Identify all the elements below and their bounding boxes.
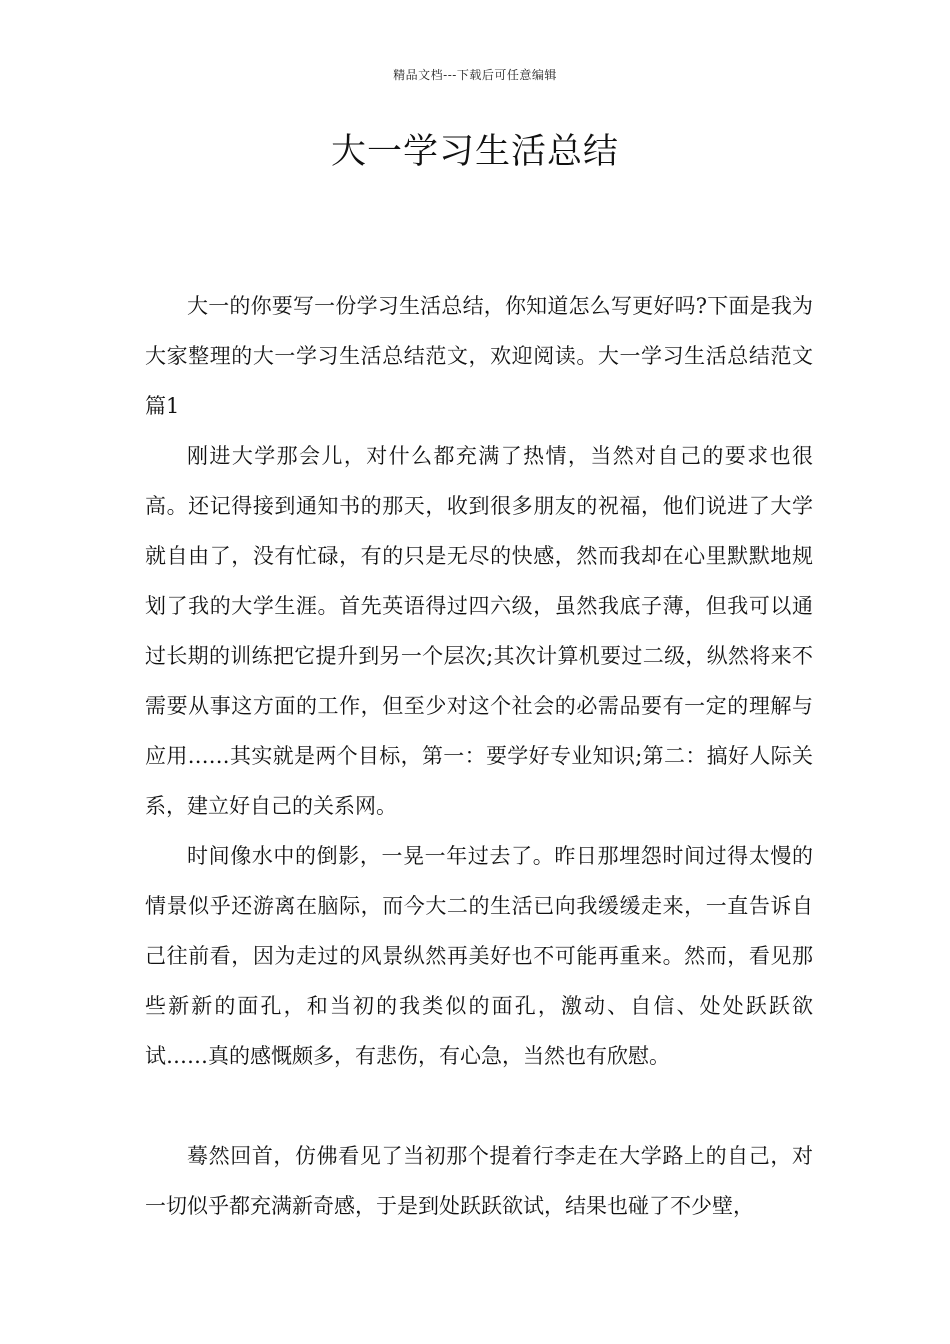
paragraph-reflection: 时间像水中的倒影，一晃一年过去了。昨日那埋怨时间过得太慢的情景似乎还游离在脑际，而今大二的生活已向我缓缓走来，一直告诉自己往前看，因为走过的风景纵然再美好也不可能再重来。然而，看见那些新新的面孔，和当初的我类似的面孔，激动、自信、处处跃跃欲试……真的感慨颇多，有悲伤，有心急，当然也有欣慰。 xyxy=(145,844,813,1068)
header-note: 精品文档---下载后可任意编辑 xyxy=(393,68,557,82)
paragraph-looking-back: 蓦然回首，仿佛看见了当初那个提着行李走在大学路上的自己，对一切似乎都充满新奇感，于是到处跃跃欲试，结果也碰了不少壁， xyxy=(145,1144,813,1218)
paragraph-intro: 大一的你要写一份学习生活总结，你知道怎么写更好吗?下面是我为大家整理的大一学习生活总结范文，欢迎阅读。大一学习生活总结范文篇1 xyxy=(145,294,813,418)
document-body xyxy=(145,281,813,1231)
document-title: 大一学习生活总结 xyxy=(330,132,619,172)
paragraph-goals: 刚进大学那会儿，对什么都充满了热情，当然对自己的要求也很高。还记得接到通知书的那天，收到很多朋友的祝福，他们说进了大学就自由了，没有忙碌，有的只是无尽的快感，然而我却在心里默默地规划了我的大学生涯。首先英语得过四六级，虽然我底子薄，但我可以通过长期的训练把它提升到另一个层次;其次计算机要过二级，纵然将来不需要从事这方面的工作，但至少对这个社会的必需品要有一定的理解与应用……其实就是两个目标，第一：要学好专业知识;第二：搞好人际关系，建立好自己的关系网。 xyxy=(145,444,813,818)
